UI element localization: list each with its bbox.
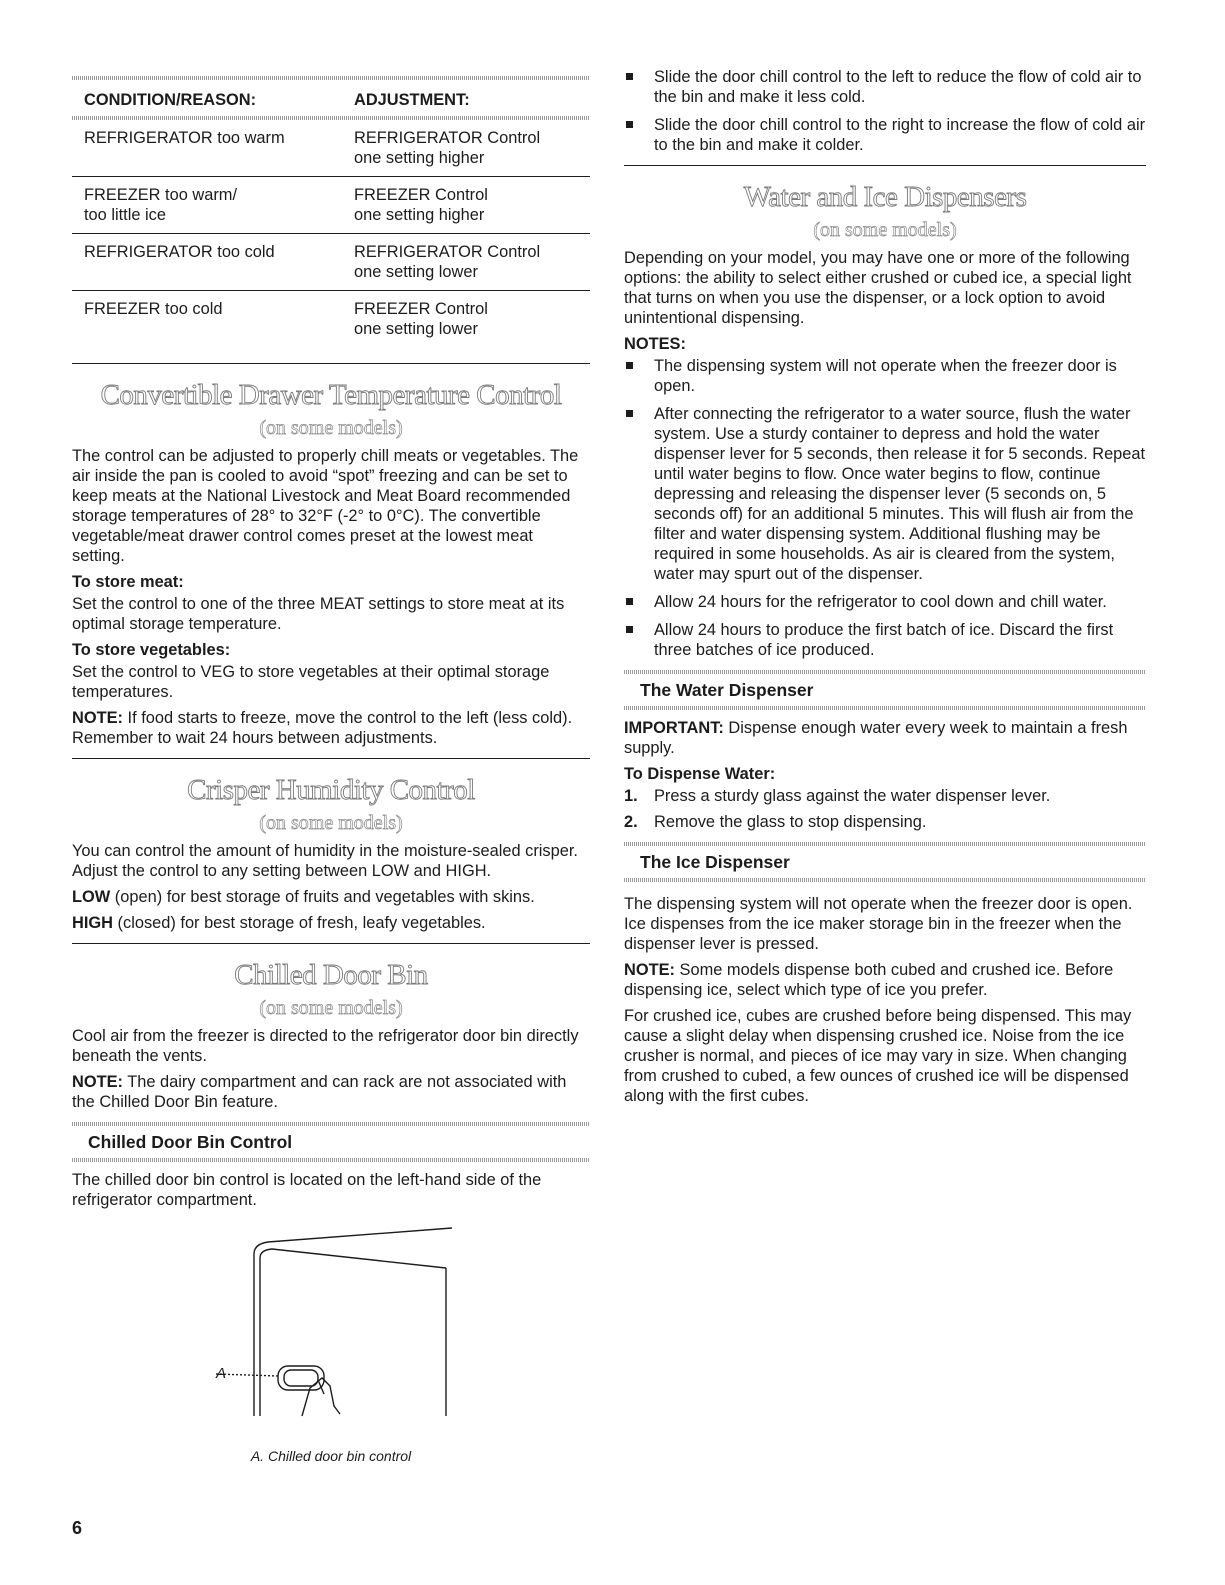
ice-dispenser-bar bbox=[624, 842, 1146, 882]
bullet-square-icon bbox=[626, 362, 633, 369]
bullet-square-icon bbox=[626, 626, 633, 633]
list-item: The dispensing system will not operate when the freezer door is open. bbox=[624, 356, 1146, 396]
chilled-bin-illustration bbox=[72, 1216, 590, 1431]
door-chill-bullets bbox=[624, 67, 1146, 155]
section-rule bbox=[72, 363, 590, 364]
chilled-intro: Cool air from the freezer is directed to the refrigerator door bin directly beneath the vents. bbox=[72, 1027, 579, 1065]
store-veg-heading: To store vegetables: bbox=[72, 641, 231, 659]
list-item: Slide the door chill control to the left to reduce the flow of cold air to the bin and make it less cold. bbox=[624, 67, 1146, 107]
list-item: Allow 24 hours for the refrigerator to cool down and chill water. bbox=[624, 592, 1146, 612]
table-cell-adjustment: FREEZER Control one setting lower bbox=[354, 300, 488, 338]
table-row bbox=[72, 233, 590, 290]
crisper-intro: You can control the amount of humidity in the moisture-sealed crisper. Adjust the control to any setting between LOW and HIGH. bbox=[72, 842, 578, 880]
chilled-control-bar bbox=[72, 1122, 590, 1162]
ice-p3: For crushed ice, cubes are crushed before being dispensed. This may cause a slight delay when dispensing crushed ice. Noise from the ice crusher is normal, and pieces of ice may vary in size. When changing from crushed to cubed, a few ounces of crushed ice will be dispensed along with the first cubes. bbox=[624, 1007, 1132, 1105]
bullet-square-icon bbox=[626, 598, 633, 605]
convertible-title: Convertible Drawer Temperature Control bbox=[100, 379, 562, 411]
crisper-low: LOW (open) for best storage of fruits and vegetables with skins. bbox=[72, 888, 535, 906]
notes-list bbox=[624, 356, 1146, 660]
crisper-subtitle: (on some models) bbox=[259, 812, 403, 834]
bullet-square-icon bbox=[626, 410, 633, 417]
chilled-bin-figure bbox=[72, 1216, 590, 1446]
figure-label-a: A bbox=[216, 1365, 227, 1382]
page-number: 6 bbox=[72, 1518, 83, 1538]
dispensers-title: Water and Ice Dispensers bbox=[743, 181, 1027, 213]
table-header-row bbox=[72, 80, 590, 116]
bullet-square-icon bbox=[626, 121, 633, 128]
chilled-title: Chilled Door Bin bbox=[234, 959, 428, 991]
list-item: 2. Remove the glass to stop dispensing. bbox=[624, 813, 927, 831]
table-cell-condition: REFRIGERATOR too warm bbox=[84, 129, 285, 147]
table-cell-adjustment: REFRIGERATOR Control one setting lower bbox=[354, 243, 541, 281]
notes-heading: NOTES: bbox=[624, 335, 686, 353]
dispensers-intro: Depending on your model, you may have one or more of the following options: the ability to select either crushed or cubed ice, a special light that turns on when you use the dispenser, or a lock option to avoid unintentional dispensing. bbox=[624, 249, 1132, 327]
table-header-condition: CONDITION/REASON: bbox=[84, 91, 257, 109]
chilled-note: NOTE: The dairy compartment and can rack are not associated with the Chilled Door Bin feature. bbox=[72, 1073, 567, 1111]
bullet-square-icon bbox=[626, 73, 633, 80]
figure-caption: A. Chilled door bin control bbox=[250, 1448, 412, 1464]
table-row bbox=[72, 120, 590, 176]
table-cell-condition: FREEZER too cold bbox=[84, 300, 223, 318]
right-column bbox=[624, 67, 1146, 1112]
table-cell-condition: FREEZER too warm/ too little ice bbox=[84, 186, 238, 224]
table-header-adjustment: ADJUSTMENT: bbox=[354, 91, 470, 109]
ice-note: NOTE: Some models dispense both cubed and crushed ice. Before dispensing ice, select which type of ice you prefer. bbox=[624, 961, 1114, 999]
ice-p1: The dispensing system will not operate when the freezer door is open. Ice dispenses from the ice maker storage bin in the freezer when the dispenser lever is pressed. bbox=[624, 895, 1133, 953]
section-rule bbox=[624, 165, 1146, 166]
section-rule bbox=[72, 758, 590, 759]
chilled-control-title: Chilled Door Bin Control bbox=[88, 1132, 293, 1152]
table-cell-condition: REFRIGERATOR too cold bbox=[84, 243, 275, 261]
crisper-title: Crisper Humidity Control bbox=[187, 774, 475, 806]
convertible-intro: The control can be adjusted to properly chill meats or vegetables. The air inside the pan is cooled to avoid “spot” freezing and can be set to keep meats at the National Livestock and Meat Board recommended storage temperatures of 28° to 32°F (-2° to 0°C). The convertible vegetable/meat drawer control comes preset at the lowest meat setting. bbox=[72, 447, 579, 565]
store-meat-heading: To store meat: bbox=[72, 573, 184, 591]
list-item: 1. Press a sturdy glass against the water dispenser lever. bbox=[624, 787, 1051, 805]
chilled-subtitle: (on some models) bbox=[259, 997, 403, 1019]
list-item: Allow 24 hours to produce the first batch of ice. Discard the first three batches of ice produced. bbox=[624, 620, 1146, 660]
list-item: After connecting the refrigerator to a water source, flush the water system. Use a sturdy container to depress and hold the water dispenser lever for 5 seconds, then release it for 5 seconds. Repeat until water begins to flow. Once water begins to flow, continue depressing and releasing the dispenser lever (5 seconds on, 5 seconds off) for an additional 5 minutes. This will flush air from the filter and water dispensing system. Additional flushing may be required in some households. As air is cleared from the system, water may spurt out of the dispenser. bbox=[624, 404, 1146, 584]
table-row bbox=[72, 176, 590, 233]
water-important: IMPORTANT: Dispense enough water every week to maintain a fresh supply. bbox=[624, 719, 1128, 757]
crisper-high: HIGH (closed) for best storage of fresh, leafy vegetables. bbox=[72, 914, 486, 932]
table-row bbox=[72, 290, 590, 363]
list-item: Slide the door chill control to the right to increase the flow of cold air to the bin and make it colder. bbox=[624, 115, 1146, 155]
chilled-control-text: The chilled door bin control is located on the left-hand side of the refrigerator compartment. bbox=[72, 1171, 542, 1209]
water-dispenser-title: The Water Dispenser bbox=[640, 680, 814, 700]
convertible-note: NOTE: If food starts to freeze, move the control to the left (less cold). Remember to wait 24 hours between adjustments. bbox=[72, 709, 573, 747]
dispensers-subtitle: (on some models) bbox=[813, 219, 957, 241]
store-meat-text: Set the control to one of the three MEAT settings to store meat at its optimal storage temperature. bbox=[72, 595, 565, 633]
store-veg-text: Set the control to VEG to store vegetables at their optimal storage temperatures. bbox=[72, 663, 550, 701]
dispense-water-heading: To Dispense Water: bbox=[624, 765, 776, 783]
ice-dispenser-title: The Ice Dispenser bbox=[640, 852, 790, 872]
convertible-subtitle: (on some models) bbox=[259, 417, 403, 439]
section-rule bbox=[72, 943, 590, 944]
adjustment-table bbox=[72, 76, 590, 1466]
dispense-water-steps bbox=[624, 786, 1146, 832]
table-cell-adjustment: FREEZER Control one setting higher bbox=[354, 186, 488, 224]
table-cell-adjustment: REFRIGERATOR Control one setting higher bbox=[354, 129, 541, 167]
water-dispenser-bar bbox=[624, 670, 1146, 710]
